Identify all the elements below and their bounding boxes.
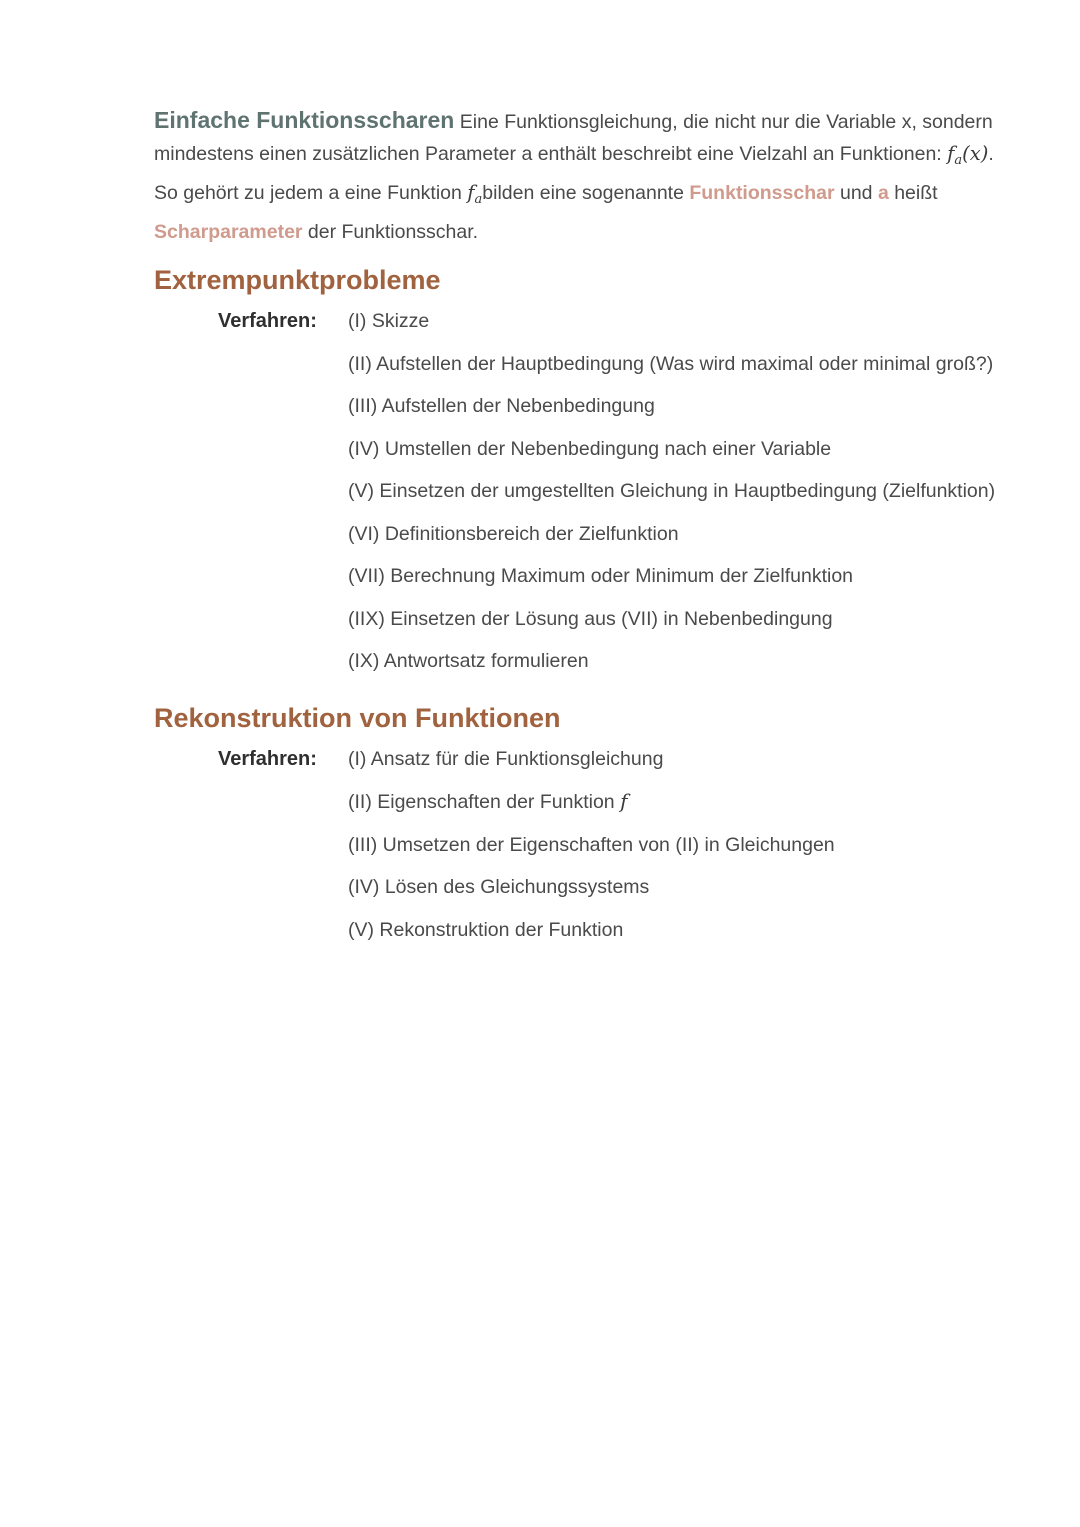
procedure-rekonstruktion bbox=[154, 744, 1004, 958]
list-item: (VI) Definitionsbereich der Zielfunktion bbox=[348, 522, 679, 545]
intro-text-5: heißt bbox=[888, 182, 938, 204]
highlight-a: a bbox=[877, 182, 889, 204]
math-subscript-a-2: a bbox=[474, 192, 483, 207]
step-text: (II) Eigenschaften der Funktion bbox=[348, 791, 621, 813]
highlight-scharparameter: Scharparameter bbox=[154, 221, 303, 243]
list-item: (II) Aufstellen der Hauptbedingung (Was wird maximal oder minimal groß?) bbox=[348, 352, 994, 375]
list-item: (IV) Lösen des Gleichungssystems bbox=[348, 876, 650, 898]
list-item: (VII) Berechnung Maximum oder Minimum der Zielfunktion bbox=[348, 565, 854, 587]
math-f: f bbox=[947, 142, 955, 165]
math-fa bbox=[467, 181, 483, 207]
steps-list bbox=[348, 744, 1004, 958]
section-title-extrempunktprobleme: Extrempunktprobleme bbox=[154, 265, 441, 295]
list-item bbox=[348, 786, 1004, 818]
list-item: (III) Umsetzen der Eigenschaften von (II) in Gleichungen bbox=[348, 833, 835, 856]
math-f-symbol: f bbox=[620, 789, 628, 813]
procedure-extrempunktprobleme bbox=[154, 306, 1004, 689]
intro-text-2: . So gehört zu jedem a eine Funktion bbox=[154, 143, 994, 204]
list-item: (I) Ansatz für die Funktionsgleichung bbox=[348, 747, 664, 770]
list-item: (IV) Umstellen der Nebenbedingung nach einer Variable bbox=[348, 437, 832, 460]
list-item: (III) Aufstellen der Nebenbedingung bbox=[348, 395, 655, 417]
math-args: (x) bbox=[962, 142, 989, 165]
highlight-funktionsschar: Funktionsschar bbox=[689, 182, 835, 204]
math-subscript-a: a bbox=[954, 153, 963, 168]
math-f-2: f bbox=[467, 181, 475, 204]
list-item: (IX) Antwortsatz formulieren bbox=[348, 650, 589, 672]
list-item: (IIX) Einsetzen der Lösung aus (VII) in Nebenbedingung bbox=[348, 607, 833, 630]
intro-text-4: und bbox=[834, 182, 878, 204]
list-item: (V) Einsetzen der umgestellten Gleichung in Hauptbedingung (Zielfunktion) bbox=[348, 480, 996, 502]
document-page bbox=[154, 104, 1004, 957]
list-item: (I) Skizze bbox=[348, 310, 430, 332]
procedure-label: Verfahren: bbox=[218, 747, 317, 770]
intro-text-6: der Funktionsschar. bbox=[302, 221, 479, 243]
intro-paragraph bbox=[154, 104, 1004, 248]
steps-list bbox=[348, 306, 1004, 689]
section-title-rekonstruktion: Rekonstruktion von Funktionen bbox=[154, 702, 561, 733]
math-fa-x bbox=[947, 142, 989, 168]
intro-title: Einfache Funktionsscharen bbox=[154, 107, 455, 133]
intro-text-3: bilden eine sogenannte bbox=[482, 182, 690, 204]
list-item: (V) Rekonstruktion der Funktion bbox=[348, 918, 624, 941]
procedure-label: Verfahren: bbox=[218, 310, 317, 332]
intro-text-1: Eine Funktionsgleichung, die nicht nur die Variable x, sondern mindestens einen zusätzlichen Parameter a enthält beschreibt eine Vielzahl an Funktionen: bbox=[154, 111, 993, 165]
